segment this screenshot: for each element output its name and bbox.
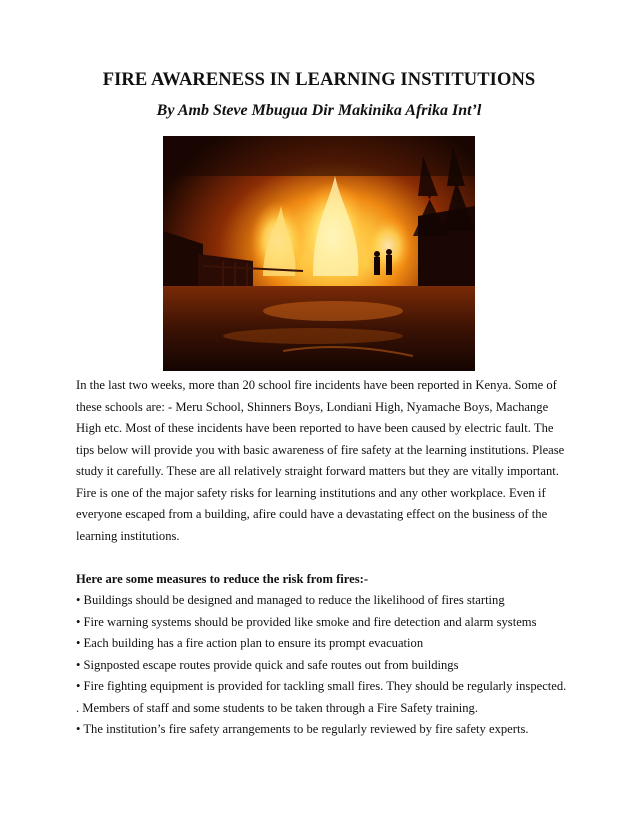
measures-heading: Here are some measures to reduce the risk from fires:-	[76, 571, 369, 586]
document-byline: By Amb Steve Mbugua Dir Makinika Afrika Int’l	[156, 102, 482, 119]
intro-line: everyone escaped from a building, afire could have a devastating effect on the business of the	[76, 507, 548, 521]
measure-item: • The institution’s fire safety arrangements to be regularly reviewed by fire safety experts.	[76, 722, 529, 736]
fire-scene-photo	[163, 136, 475, 371]
paragraph-spacer	[76, 547, 576, 569]
intro-line: High etc. Most of these incidents have been reported to have been caused by electric fault. The	[76, 421, 554, 435]
intro-line: these schools are: - Meru School, Shinners Boys, Londiani High, Nyamache Boys, Machange	[76, 399, 549, 414]
article-body	[76, 375, 576, 741]
measure-item: • Buildings should be designed and managed to reduce the likelihood of fires starting	[76, 593, 505, 607]
measure-item: • Signposted escape routes provide quick and safe routes out from buildings	[76, 657, 459, 672]
intro-line: In the last two weeks, more than 20 school fire incidents have been reported in Kenya. Some of	[76, 378, 557, 392]
document-title: FIRE AWARENESS IN LEARNING INSTITUTIONS	[102, 70, 536, 90]
intro-line: learning institutions.	[76, 528, 180, 543]
intro-line: study it carefully. These are all relatively straight forward matters but they are vitally important.	[76, 464, 559, 478]
intro-line: Fire is one of the major safety risks for learning institutions and any other workplace. Even if	[76, 485, 546, 500]
measure-item: • Fire fighting equipment is provided for tackling small fires. They should be regularly inspected.	[76, 679, 567, 693]
measure-item: • Each building has a fire action plan to ensure its prompt evacuation	[76, 636, 424, 650]
measure-item: . Members of staff and some students to be taken through a Fire Safety training.	[76, 700, 478, 715]
measure-item: • Fire warning systems should be provided like smoke and fire detection and alarm systems	[76, 614, 537, 629]
intro-line: tips below will provide you with basic awareness of fire safety at the learning institutions. Please	[76, 442, 565, 457]
